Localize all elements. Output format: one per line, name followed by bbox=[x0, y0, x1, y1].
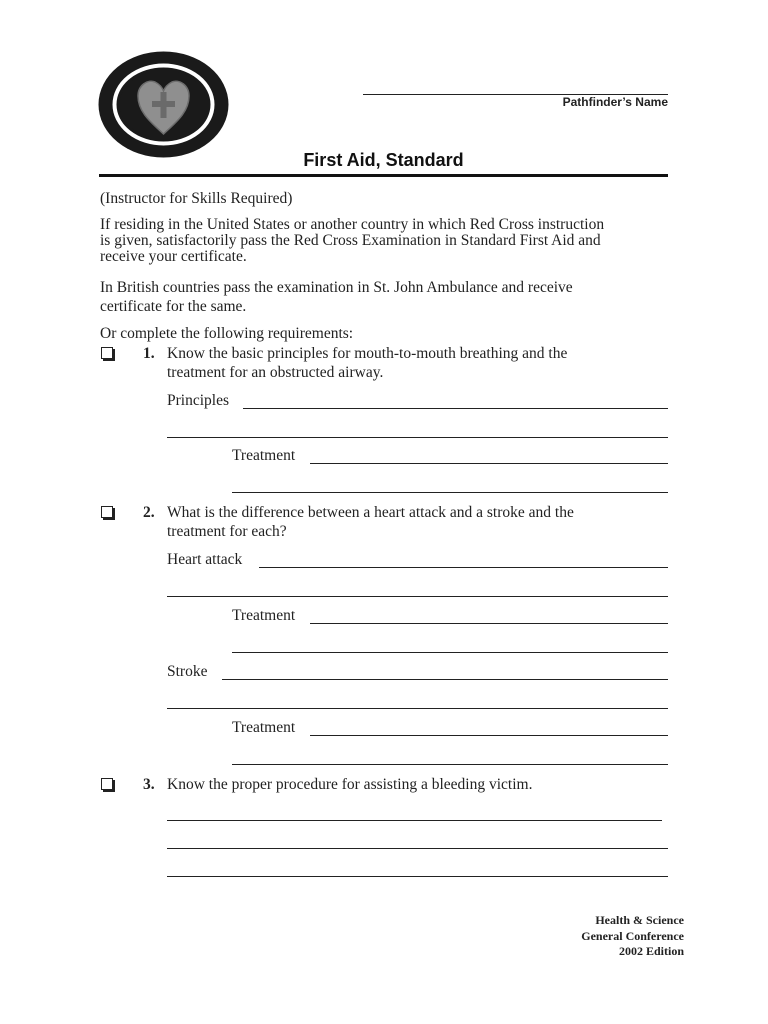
heart-attack-label: Heart attack bbox=[167, 551, 243, 568]
heart-attack-answer-line[interactable] bbox=[259, 567, 668, 568]
requirement-1-text-line-2: treatment for an obstructed airway. bbox=[167, 364, 384, 381]
airway-treatment-answer-line[interactable] bbox=[310, 463, 668, 464]
airway-treatment-label: Treatment bbox=[232, 447, 296, 464]
requirement-2-number: 2. bbox=[143, 504, 155, 521]
stroke-treatment-label: Treatment bbox=[232, 719, 296, 736]
footer-organization: General Conference bbox=[581, 929, 684, 943]
stroke-treatment-answer-line[interactable] bbox=[310, 735, 668, 736]
pathfinder-name-label: Pathfinder’s Name bbox=[562, 95, 668, 109]
stroke-label: Stroke bbox=[167, 663, 208, 680]
requirement-1-number: 1. bbox=[143, 345, 155, 362]
heart-attack-treatment-answer-line[interactable] bbox=[310, 623, 668, 624]
footer-department: Health & Science bbox=[595, 913, 684, 927]
requirement-2-checkbox[interactable] bbox=[101, 506, 113, 518]
stroke-answer-line[interactable] bbox=[222, 679, 668, 680]
british-requirement-line-2: certificate for the same. bbox=[100, 298, 247, 315]
or-complete-heading: Or complete the following requirements: bbox=[100, 325, 354, 342]
principles-answer-line-2[interactable] bbox=[167, 437, 668, 438]
requirement-3-number: 3. bbox=[143, 776, 155, 793]
us-requirement-line-1: If residing in the United States or another country in which Red Cross instruction bbox=[100, 216, 605, 233]
requirement-3-checkbox[interactable] bbox=[101, 778, 113, 790]
requirement-1-checkbox[interactable] bbox=[101, 347, 113, 359]
heart-attack-treatment-label: Treatment bbox=[232, 607, 296, 624]
bleeding-answer-line-1[interactable] bbox=[167, 820, 662, 821]
page-title: First Aid, Standard bbox=[303, 150, 464, 170]
heart-attack-answer-line-2[interactable] bbox=[167, 596, 668, 597]
requirement-3-text-line-1: Know the proper procedure for assisting a bleeding victim. bbox=[167, 776, 533, 793]
principles-label: Principles bbox=[167, 392, 229, 409]
footer-edition: 2002 Edition bbox=[618, 944, 684, 958]
stroke-answer-line-2[interactable] bbox=[167, 708, 668, 709]
principles-answer-line[interactable] bbox=[243, 408, 668, 409]
us-requirement-line-3: receive your certificate. bbox=[100, 248, 247, 265]
british-requirement-line-1: In British countries pass the examination in St. John Ambulance and receive bbox=[100, 279, 573, 296]
us-requirement-line-2: is given, satisfactorily pass the Red Cross Examination in Standard First Aid and bbox=[100, 232, 601, 249]
requirement-1-text-line-1: Know the basic principles for mouth-to-mouth breathing and the bbox=[167, 345, 568, 362]
requirement-2-text-line-1: What is the difference between a heart attack and a stroke and the bbox=[167, 504, 574, 521]
title-divider bbox=[99, 174, 668, 177]
stroke-treatment-answer-line-2[interactable] bbox=[232, 764, 668, 765]
instructor-note: (Instructor for Skills Required) bbox=[100, 190, 293, 207]
bleeding-answer-line-2[interactable] bbox=[167, 848, 668, 849]
requirement-2-text-line-2: treatment for each? bbox=[167, 523, 287, 540]
heart-attack-treatment-answer-line-2[interactable] bbox=[232, 652, 668, 653]
bleeding-answer-line-3[interactable] bbox=[167, 876, 668, 877]
airway-treatment-answer-line-2[interactable] bbox=[232, 492, 668, 493]
honor-badge-logo bbox=[97, 50, 230, 159]
